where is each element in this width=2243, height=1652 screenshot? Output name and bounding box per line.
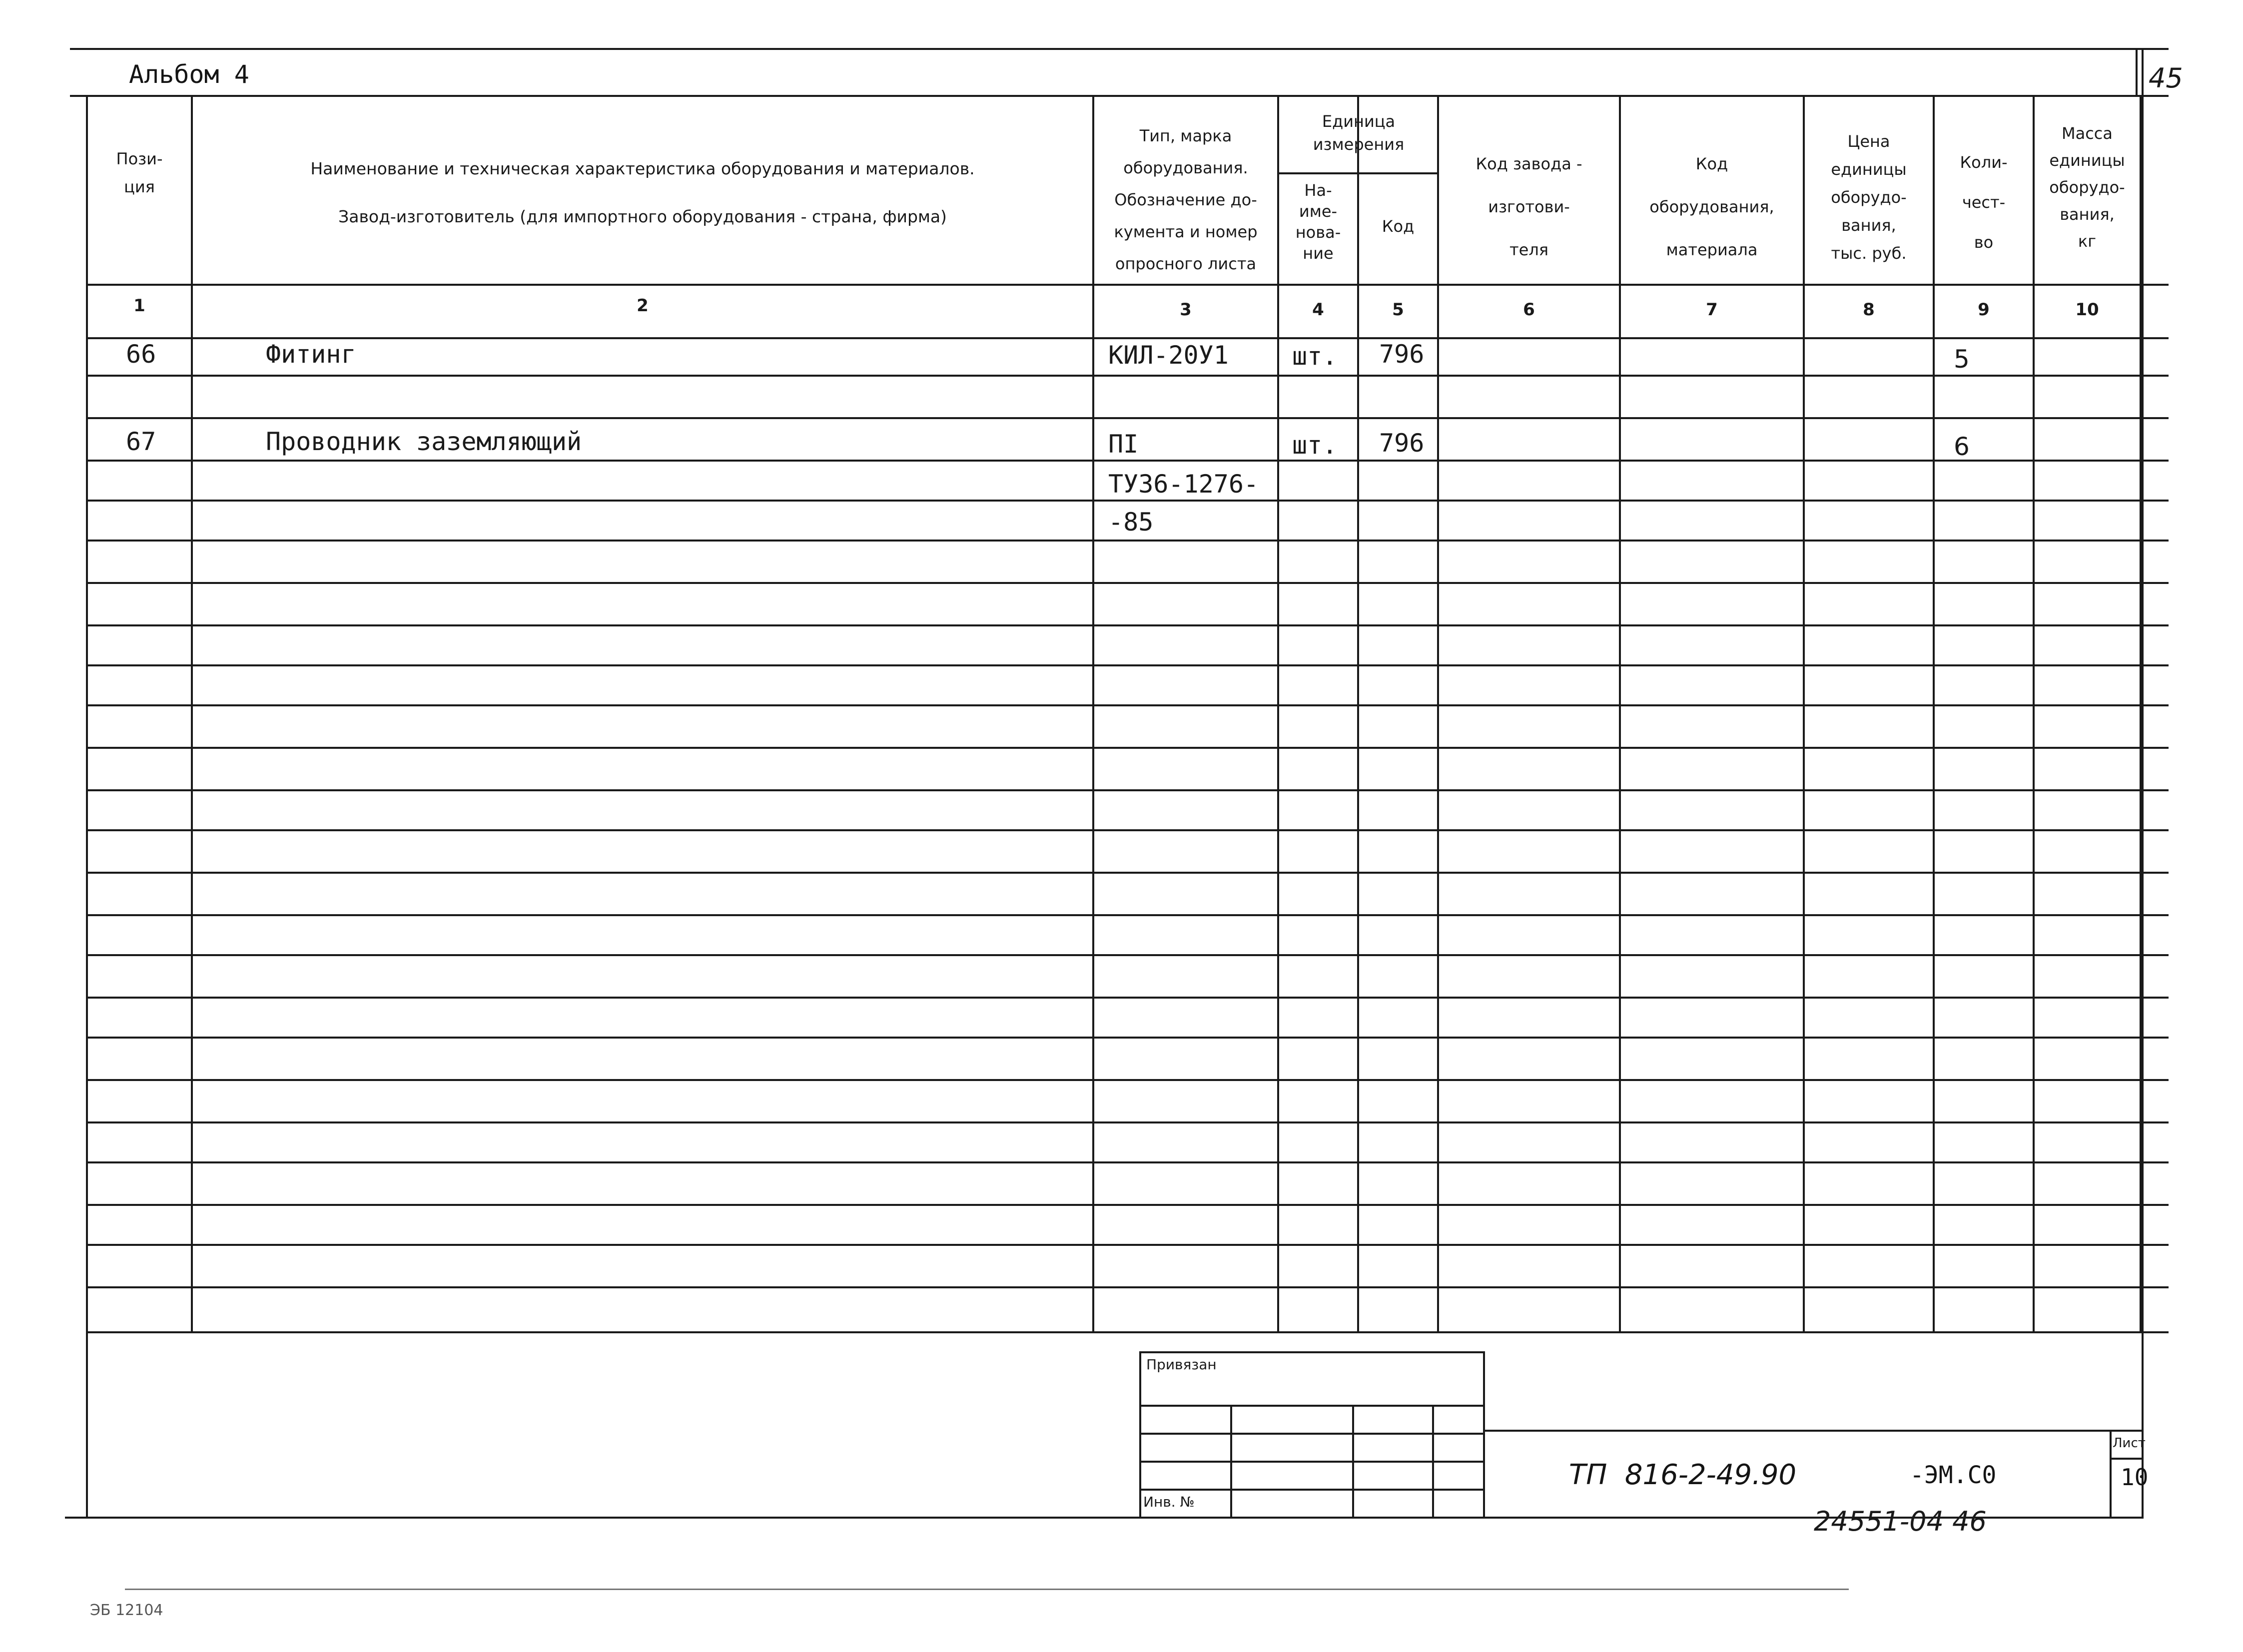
column-divider — [1437, 95, 1439, 1331]
unit-group-header: Единица измерения — [1313, 112, 1405, 154]
column-header-4: На- име- нова- ние — [1295, 181, 1341, 263]
header-bottom-line — [86, 284, 2169, 286]
row-line — [86, 704, 2169, 706]
row-66-position: 66 — [126, 340, 156, 369]
column-divider — [1803, 95, 1805, 1331]
album-label: Альбом 4 — [129, 60, 249, 89]
column-header-2: Наименование и техническая характеристика оборудования и материалов. Завод-изготовитель (для импортного оборудования - страна, фирма) — [310, 159, 975, 226]
column-number-8: 8 — [1863, 300, 1875, 320]
sheet-label-line — [2110, 1458, 2144, 1460]
row-67-quantity: 6 — [1954, 432, 1970, 461]
footer-dashed-rule — [125, 1589, 1849, 1590]
column-header-6: Код завода - изготови- теля — [1476, 154, 1582, 259]
column-number-4: 4 — [1312, 300, 1324, 320]
row-line — [86, 417, 2169, 419]
column-number-7: 7 — [1706, 300, 1718, 320]
row-line — [86, 997, 2169, 999]
column-divider — [1092, 95, 1094, 1331]
column-divider — [2033, 95, 2035, 1331]
column-header-8: Цена единицы оборудо- вания, тыс. руб. — [1831, 132, 1907, 263]
column-header-9: Коли- чест- во — [1960, 153, 2008, 252]
row-66-unit-code: 796 — [1379, 340, 1425, 369]
row-line — [86, 789, 2169, 791]
column-header-10: Масса единицы оборудо- вания, кг — [2049, 124, 2125, 251]
column-header-1: Пози- ция — [116, 149, 163, 196]
row-line — [86, 872, 2169, 874]
column-divider — [191, 95, 193, 1331]
column-number-3: 3 — [1180, 300, 1192, 320]
designation-top-line — [1485, 1430, 2144, 1432]
title-block-divider — [1352, 1405, 1354, 1517]
inventory-number-label: Инв. № — [1143, 1494, 1195, 1510]
row-line — [86, 1204, 2169, 1206]
right-border — [2142, 50, 2144, 1519]
column-header-3: Тип, марка оборудования. Обозначение до- кумента и номер опросного листа — [1114, 126, 1258, 273]
document-code: ТП 816-2-49.90 — [1569, 1459, 1797, 1491]
row-67-type-continued: ТУ36-1276- — [1108, 470, 1259, 499]
number-row-line — [86, 337, 2169, 339]
form-number: ЭБ 12104 — [90, 1602, 163, 1619]
row-line — [86, 540, 2169, 542]
document-suffix: -ЭМ.С0 — [1910, 1461, 1997, 1489]
row-67-unit: шт. — [1292, 431, 1338, 460]
row-line — [86, 829, 2169, 831]
page-number-divider — [2136, 50, 2138, 96]
archive-number: 24551-04 46 — [1814, 1506, 1987, 1537]
column-number-2: 2 — [637, 296, 649, 316]
header-border — [70, 95, 2169, 97]
row-67-position: 67 — [126, 427, 156, 456]
column-number-10: 10 — [2075, 300, 2099, 320]
row-67-type: ПI — [1108, 430, 1139, 459]
row-line — [86, 582, 2169, 584]
row-line — [86, 1079, 2169, 1081]
sheet-divider — [2110, 1430, 2112, 1518]
column-divider — [1619, 95, 1621, 1331]
row-67-name: Проводник заземляющий — [266, 427, 582, 456]
column-number-6: 6 — [1523, 300, 1535, 320]
table-bottom-line — [86, 1331, 2169, 1333]
sheet-number: 10 — [2121, 1464, 2149, 1491]
row-66-quantity: 5 — [1954, 345, 1970, 374]
row-line — [86, 747, 2169, 749]
column-number-9: 9 — [1978, 300, 1990, 320]
page-number: 45 — [2149, 62, 2183, 94]
column-header-7: Код оборудования, материала — [1649, 154, 1774, 259]
row-66-type: КИЛ-20У1 — [1108, 341, 1229, 370]
sheet-label: Лист — [2113, 1436, 2146, 1451]
row-67-type-continued-2: -85 — [1108, 508, 1154, 537]
title-block-divider — [1230, 1405, 1232, 1517]
row-line — [86, 1121, 2169, 1123]
row-line — [86, 375, 2169, 377]
row-line — [86, 624, 2169, 626]
column-header-5: Код — [1382, 217, 1415, 236]
top-border — [70, 48, 2169, 50]
row-line — [86, 664, 2169, 666]
title-block-divider — [1432, 1405, 1434, 1517]
row-line — [86, 954, 2169, 956]
column-number-5: 5 — [1392, 300, 1404, 320]
row-66-unit: шт. — [1292, 342, 1338, 371]
row-line — [86, 1244, 2169, 1246]
bound-label: Привязан — [1146, 1356, 1217, 1373]
column-divider — [2140, 95, 2142, 1331]
column-divider — [1277, 95, 1279, 1331]
column-number-1: 1 — [133, 296, 145, 316]
row-67-unit-code: 796 — [1379, 429, 1425, 458]
row-66-name: Фитинг — [266, 340, 356, 369]
unit-group-line — [1277, 172, 1437, 174]
row-line — [86, 460, 2169, 462]
row-line — [86, 1161, 2169, 1163]
row-line — [86, 500, 2169, 502]
row-line — [86, 1286, 2169, 1288]
column-divider — [1933, 95, 1935, 1331]
row-line — [86, 914, 2169, 916]
row-line — [86, 1037, 2169, 1039]
column-divider — [1357, 95, 1359, 1331]
